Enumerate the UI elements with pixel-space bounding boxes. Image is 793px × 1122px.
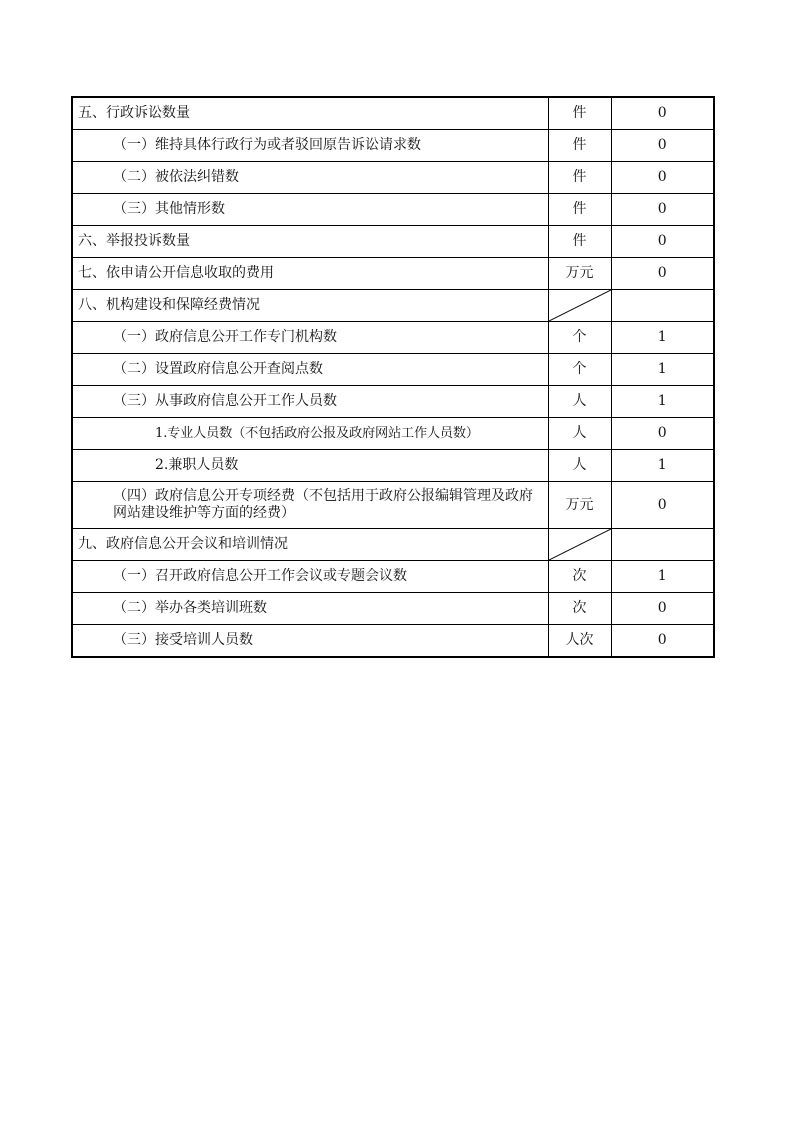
diagonal-slash-cell <box>548 290 611 322</box>
item-cell: （三）接受培训人员数 <box>72 625 548 658</box>
table-row <box>72 97 714 130</box>
item-cell: （二）被依法纠错数 <box>72 162 548 194</box>
table-row <box>72 625 714 658</box>
table-row <box>72 162 714 194</box>
unit-cell: 个 <box>548 354 611 386</box>
unit-cell: 件 <box>548 162 611 194</box>
table-row <box>72 450 714 482</box>
unit-cell: 人 <box>548 418 611 450</box>
table-row <box>72 529 714 561</box>
item-cell: （一）维持具体行政行为或者驳回原告诉讼请求数 <box>72 130 548 162</box>
value-cell: 0 <box>611 162 714 194</box>
table-row <box>72 561 714 593</box>
value-cell: 1 <box>611 561 714 593</box>
item-cell: 五、行政诉讼数量 <box>72 97 548 130</box>
value-cell: 0 <box>611 97 714 130</box>
unit-cell: 万元 <box>548 258 611 290</box>
unit-cell: 人 <box>548 386 611 418</box>
value-cell: 0 <box>611 593 714 625</box>
item-cell: （四）政府信息公开专项经费（不包括用于政府公报编辑管理及政府网站建设维护等方面的经费） <box>72 482 548 529</box>
value-cell: 1 <box>611 322 714 354</box>
item-cell: （二）设置政府信息公开查阅点数 <box>72 354 548 386</box>
diagonal-slash-cell <box>548 529 611 561</box>
unit-cell: 万元 <box>548 482 611 529</box>
unit-cell: 件 <box>548 97 611 130</box>
value-cell: 0 <box>611 625 714 658</box>
diagonal-line <box>549 290 611 321</box>
table-row <box>72 418 714 450</box>
value-cell: 0 <box>611 482 714 529</box>
unit-cell: 个 <box>548 322 611 354</box>
value-cell: 0 <box>611 226 714 258</box>
value-cell: 1 <box>611 354 714 386</box>
item-cell: （三）其他情形数 <box>72 194 548 226</box>
unit-cell: 次 <box>548 561 611 593</box>
item-cell: （二）举办各类培训班数 <box>72 593 548 625</box>
table-row <box>72 130 714 162</box>
value-cell: 0 <box>611 418 714 450</box>
item-cell: 2.兼职人员数 <box>72 450 548 482</box>
value-cell <box>611 290 714 322</box>
item-cell: 1.专业人员数（不包括政府公报及政府网站工作人员数） <box>72 418 548 450</box>
table-row <box>72 482 714 529</box>
statistics-table <box>71 96 715 658</box>
diagonal-line <box>549 529 611 560</box>
item-cell: 六、举报投诉数量 <box>72 226 548 258</box>
unit-cell: 件 <box>548 194 611 226</box>
value-cell: 0 <box>611 130 714 162</box>
table-row <box>72 386 714 418</box>
value-cell: 1 <box>611 386 714 418</box>
value-cell: 0 <box>611 194 714 226</box>
unit-cell: 人 <box>548 450 611 482</box>
item-cell: 七、依申请公开信息收取的费用 <box>72 258 548 290</box>
table-row <box>72 226 714 258</box>
table-row <box>72 593 714 625</box>
unit-cell: 件 <box>548 130 611 162</box>
value-cell <box>611 529 714 561</box>
table-row <box>72 322 714 354</box>
value-cell: 1 <box>611 450 714 482</box>
item-cell: （一）召开政府信息公开工作会议或专题会议数 <box>72 561 548 593</box>
unit-cell: 人次 <box>548 625 611 658</box>
unit-cell: 件 <box>548 226 611 258</box>
item-cell: 八、机构建设和保障经费情况 <box>72 290 548 322</box>
table-row <box>72 194 714 226</box>
item-cell: （三）从事政府信息公开工作人员数 <box>72 386 548 418</box>
unit-cell: 次 <box>548 593 611 625</box>
item-cell: （一）政府信息公开工作专门机构数 <box>72 322 548 354</box>
value-cell: 0 <box>611 258 714 290</box>
table-row <box>72 354 714 386</box>
table-row <box>72 258 714 290</box>
item-cell: 九、政府信息公开会议和培训情况 <box>72 529 548 561</box>
table-row <box>72 290 714 322</box>
